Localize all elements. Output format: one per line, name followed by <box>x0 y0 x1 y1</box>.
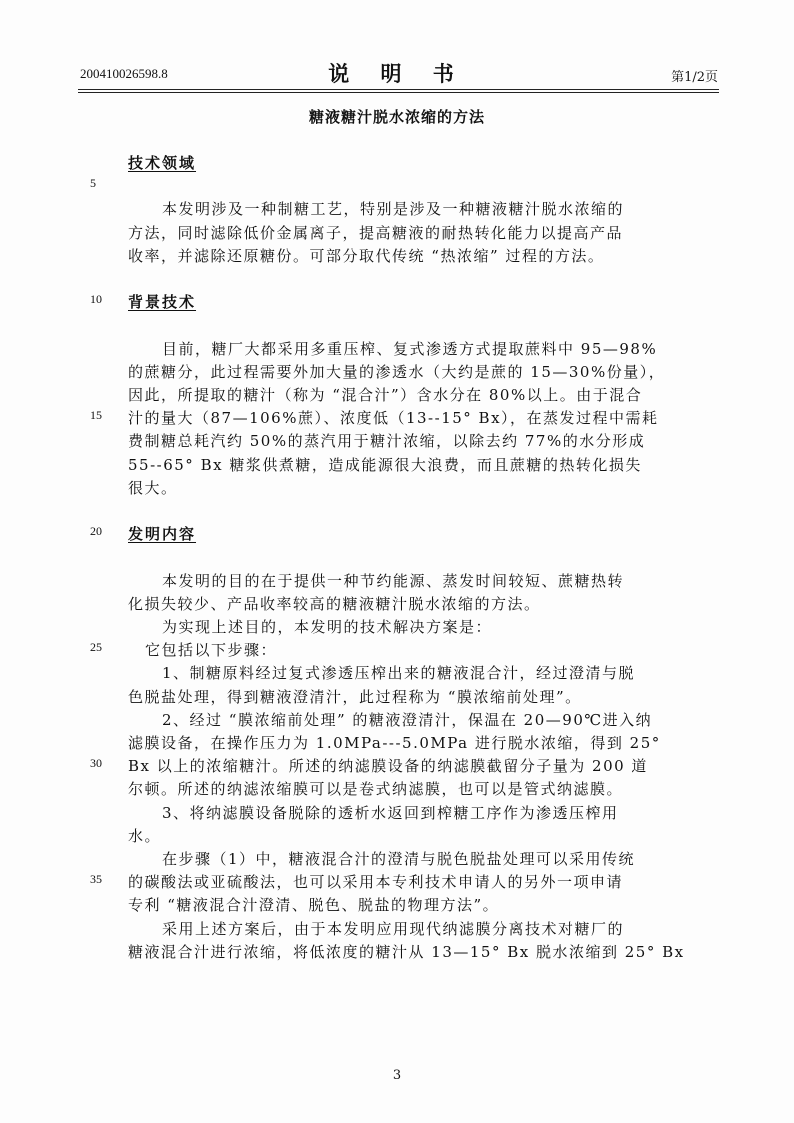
paragraph-text: 2、经过 “膜浓缩前处理” 的糖液澄清汁，保温在 20—90℃进入纳 <box>162 710 653 729</box>
text-line <box>0 384 794 404</box>
section-heading <box>0 152 794 172</box>
paragraph-text: 因此，所提取的糖汁（称为 “混合汁”）含水分在 80%以上。由于混合 <box>128 386 643 404</box>
line-number: 35 <box>90 872 102 887</box>
text-line <box>0 732 794 752</box>
section-heading-text: 发明内容 <box>128 525 197 544</box>
text-line <box>0 477 794 497</box>
paragraph-text: 目前，糖厂大都采用多重压榨、复式渗透方式提取蔗料中 95—98% <box>162 339 658 358</box>
text-line <box>0 894 794 914</box>
paragraph-text: 它包括以下步骤： <box>145 641 278 660</box>
page-header <box>0 58 794 88</box>
text-line <box>0 686 794 706</box>
header-rule-thin <box>78 92 719 93</box>
paragraph-text: 糖液混合汁进行浓缩，将低浓度的糖汁从 13—15° Bx 脱水浓缩到 25° Bx <box>128 942 685 961</box>
paragraph-text: 滤膜设备，在操作压力为 1.0MPa---5.0MPa 进行脱水浓缩，得到 25° <box>128 734 661 752</box>
text-line <box>0 430 794 450</box>
text-line <box>0 755 794 775</box>
header-title: 说 明 书 <box>328 61 466 86</box>
paragraph-text: 水。 <box>128 826 162 845</box>
text-line <box>0 222 794 242</box>
section-heading <box>0 291 794 311</box>
section-heading-text: 技术领域 <box>128 154 197 172</box>
text-line <box>0 198 794 218</box>
paragraph-text: 专利 “糖液混合汁澄清、脱色、脱盐的物理方法”。 <box>128 896 500 915</box>
paragraph-text: 本发明的目的在于提供一种节约能源、蒸发时间较短、蔗糖热转 <box>162 571 625 590</box>
section-heading <box>0 523 794 543</box>
paragraph-text: 的碳酸法或亚硫酸法，也可以采用本专利技术申请人的另外一项申请 <box>128 873 624 892</box>
text-line <box>0 802 794 822</box>
paragraph-text: 化损失较少、产品收率较高的糖液糖汁脱水浓缩的方法。 <box>128 594 541 613</box>
line-number: 20 <box>90 524 102 539</box>
paragraph-text: 收率，并滤除还原糖份。可部分取代传统 “热浓缩” 过程的方法。 <box>128 246 605 265</box>
paragraph-text: 尔顿。所述的纳滤浓缩膜可以是卷式纳滤膜，也可以是管式纳滤膜。 <box>128 780 624 799</box>
text-line <box>0 662 794 682</box>
text-line <box>0 245 794 265</box>
text-line <box>0 848 794 868</box>
document-title: 糖液糖汁脱水浓缩的方法 <box>308 108 485 126</box>
text-line <box>0 407 794 427</box>
text-line <box>0 825 794 845</box>
paragraph-text: Bx 以上的浓缩糖汁。所述的纳滤膜设备的纳滤膜截留分子量为 200 道 <box>128 757 648 776</box>
text-line <box>0 454 794 474</box>
paragraph-text: 1、制糖原料经过复式渗透压榨出来的糖液混合汁，经过澄清与脱 <box>162 664 636 683</box>
paragraph-text: 费制糖总耗汽约 50%的蒸汽用于糖汁浓缩，以除去约 77%的水分形成 <box>128 432 646 451</box>
paragraph-text: 55--65° Bx 糖浆供煮糖，造成能源很大浪费，而且蔗糖的热转化损失 <box>128 455 642 474</box>
paragraph-text: 采用上述方案后，由于本发明应用现代纳滤膜分离技术对糖厂的 <box>162 919 625 938</box>
blank-line <box>0 314 794 334</box>
paragraph-text: 本发明涉及一种制糖工艺，特别是涉及一种糖液糖汁脱水浓缩的 <box>162 200 625 219</box>
line-number: 10 <box>90 292 102 307</box>
paragraph-text: 的蔗糖分，此过程需要外加大量的渗透水（大约是蔗的 15—30%份量）， <box>128 362 666 381</box>
text-line <box>0 175 794 195</box>
blank-line <box>0 546 794 566</box>
paragraph-text: 色脱盐处理，得到糖液澄清汁，此过程称为 “膜浓缩前处理”。 <box>128 687 582 706</box>
text-line <box>0 941 794 961</box>
paragraph-text: 方法，同时滤除低价金属离子，提高糖液的耐热转化能力以提高产品 <box>128 223 624 242</box>
paragraph-text: 为实现上述目的，本发明的技术解决方案是： <box>162 618 493 636</box>
line-number: 15 <box>90 408 102 423</box>
application-number: 200410026598.8 <box>80 66 168 81</box>
paragraph-text: 在步骤（1）中，糖液混合汁的澄清与脱色脱盐处理可以采用传统 <box>162 850 636 868</box>
blank-line <box>0 500 794 520</box>
section-heading-text: 背景技术 <box>128 293 197 312</box>
line-number: 25 <box>90 640 102 655</box>
text-line <box>0 338 794 358</box>
text-line <box>0 778 794 798</box>
line-number: 5 <box>90 176 96 191</box>
blank-line <box>0 268 794 288</box>
text-line <box>0 616 794 636</box>
header-rule <box>78 89 719 90</box>
text-line <box>0 918 794 938</box>
text-line <box>0 871 794 891</box>
page-number: 3 <box>392 1068 402 1083</box>
paragraph-text: 汁的量大（87—106%蔗）、浓度低（13--15° Bx），在蒸发过程中需耗 <box>128 409 659 428</box>
text-line <box>0 570 794 590</box>
page-indicator: 第1/2页 <box>671 70 718 85</box>
paragraph-text: 3、将纳滤膜设备脱除的透析水返回到榨糖工序作为渗透压榨用 <box>162 803 619 822</box>
text-line <box>0 709 794 729</box>
text-line <box>0 593 794 613</box>
line-number: 30 <box>90 756 102 771</box>
paragraph-text: 很大。 <box>128 478 178 497</box>
text-line <box>0 361 794 381</box>
text-line <box>0 639 794 659</box>
